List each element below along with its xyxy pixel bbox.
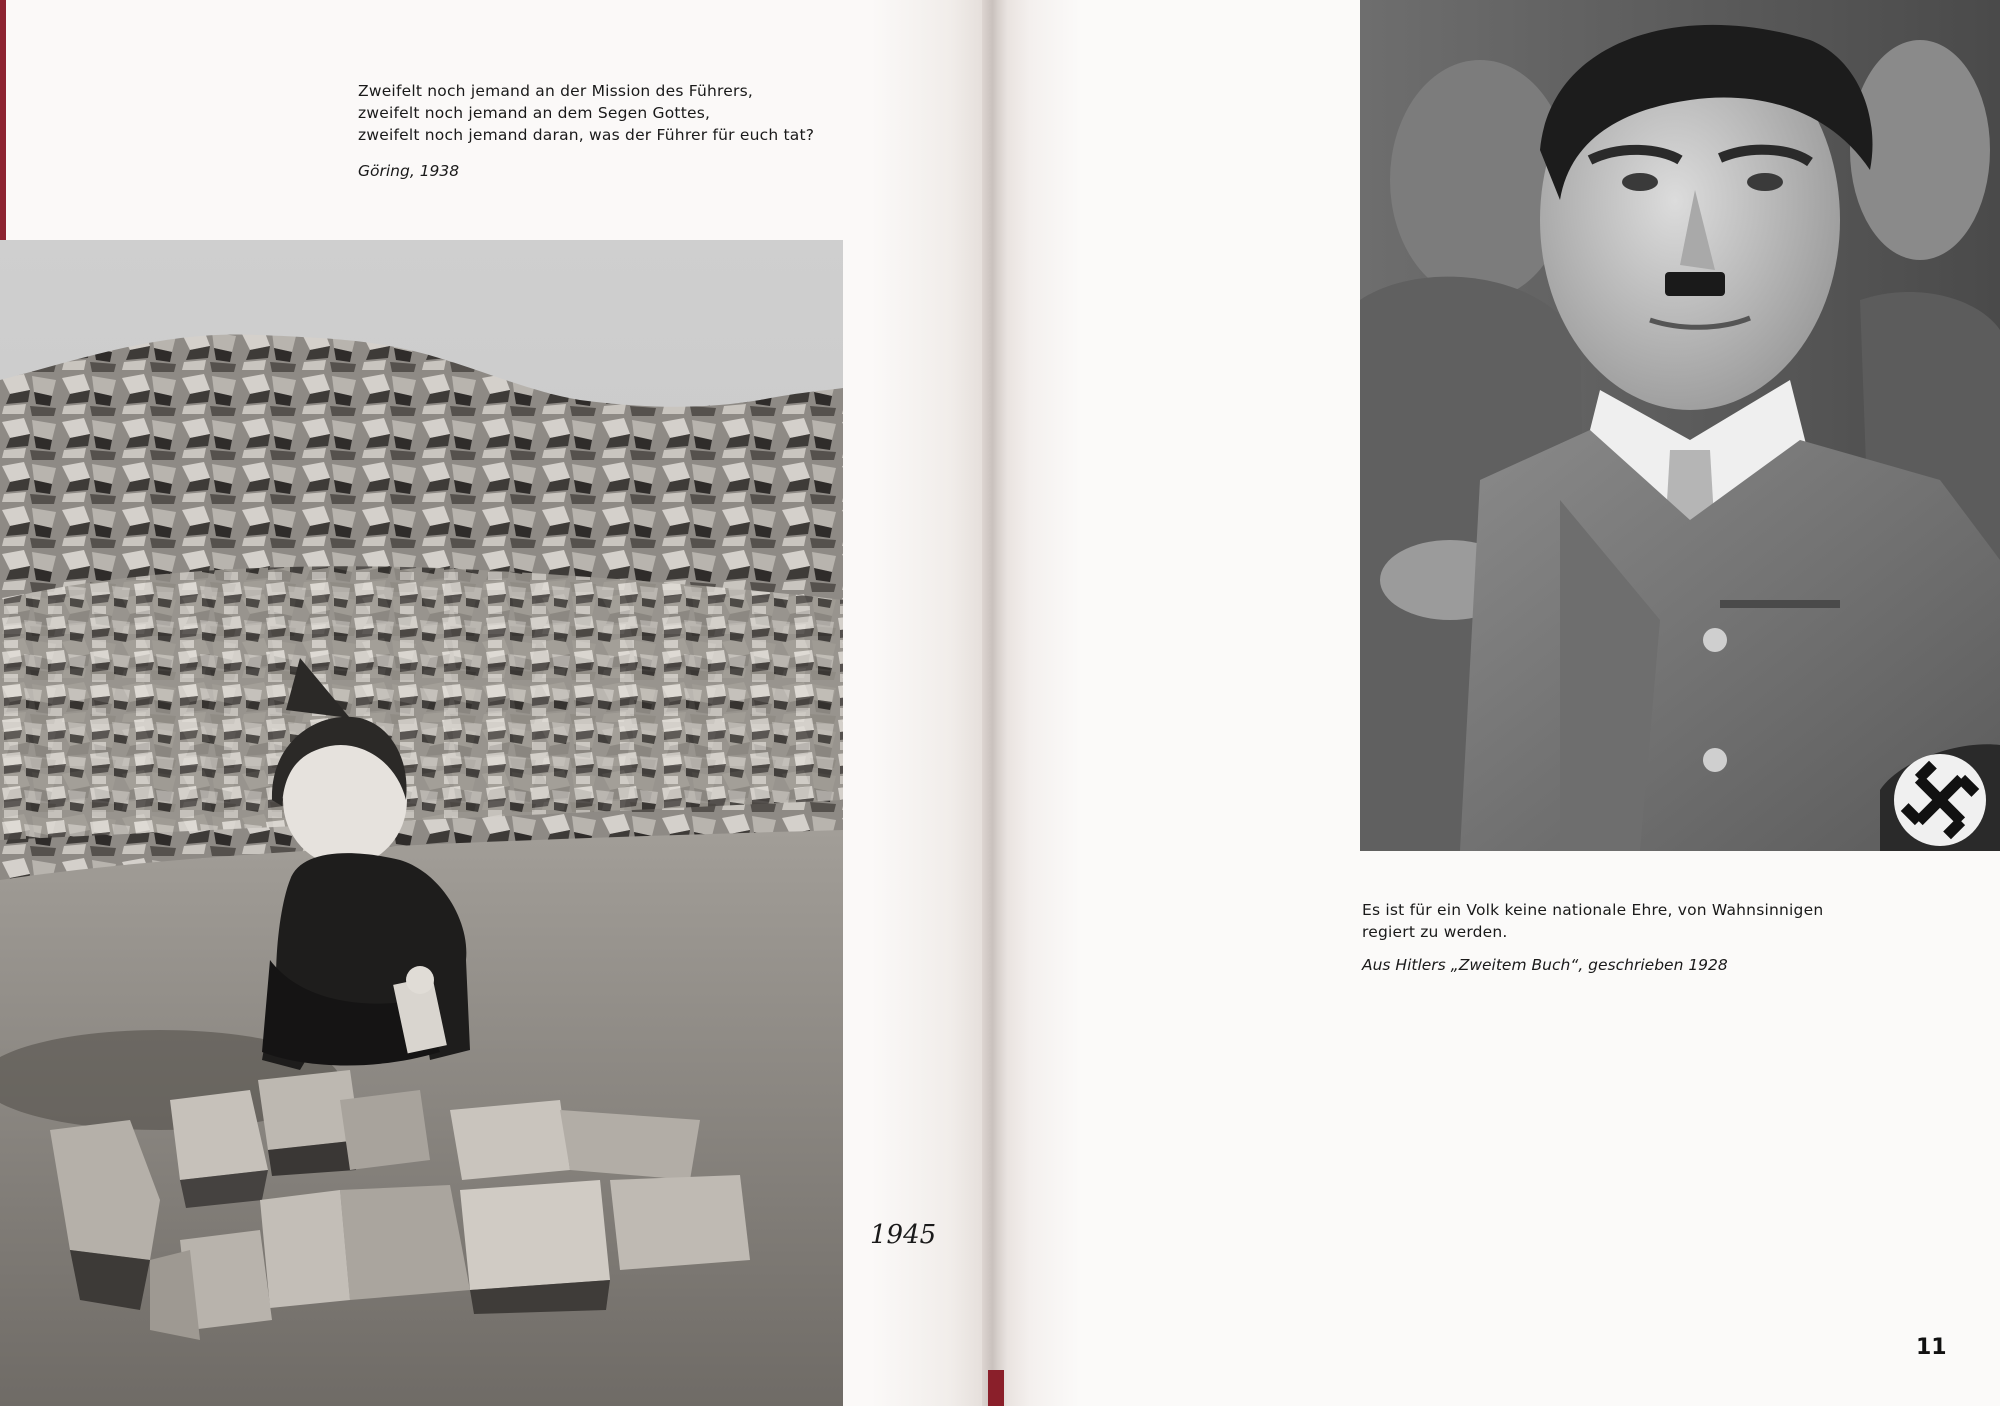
rubble-child-photo	[0, 240, 843, 1406]
right-attribution: Aus Hitlers „Zweitem Buch“, geschrieben 1928	[1362, 956, 1728, 974]
portrait-photo	[1360, 0, 2000, 851]
right-quote-line: Es ist für ein Volk keine nationale Ehre, von Wahnsinnigen	[1362, 901, 1824, 919]
page-number: 11	[1916, 1335, 1947, 1360]
left-quote-line: Zweifelt noch jemand an der Mission des Führers,	[358, 82, 753, 100]
left-quote-line: zweifelt noch jemand an dem Segen Gottes,	[358, 104, 711, 122]
right-quote	[1362, 899, 1823, 943]
left-attribution: Göring, 1938	[358, 162, 460, 180]
right-quote-line: regiert zu werden.	[1362, 923, 1508, 941]
book-gutter	[982, 0, 1008, 1406]
year-caption: 1945	[870, 1220, 937, 1250]
left-quote	[358, 80, 814, 146]
binding-spine	[988, 1370, 1004, 1406]
left-quote-line: zweifelt noch jemand daran, was der Führer für euch tat?	[358, 126, 815, 144]
